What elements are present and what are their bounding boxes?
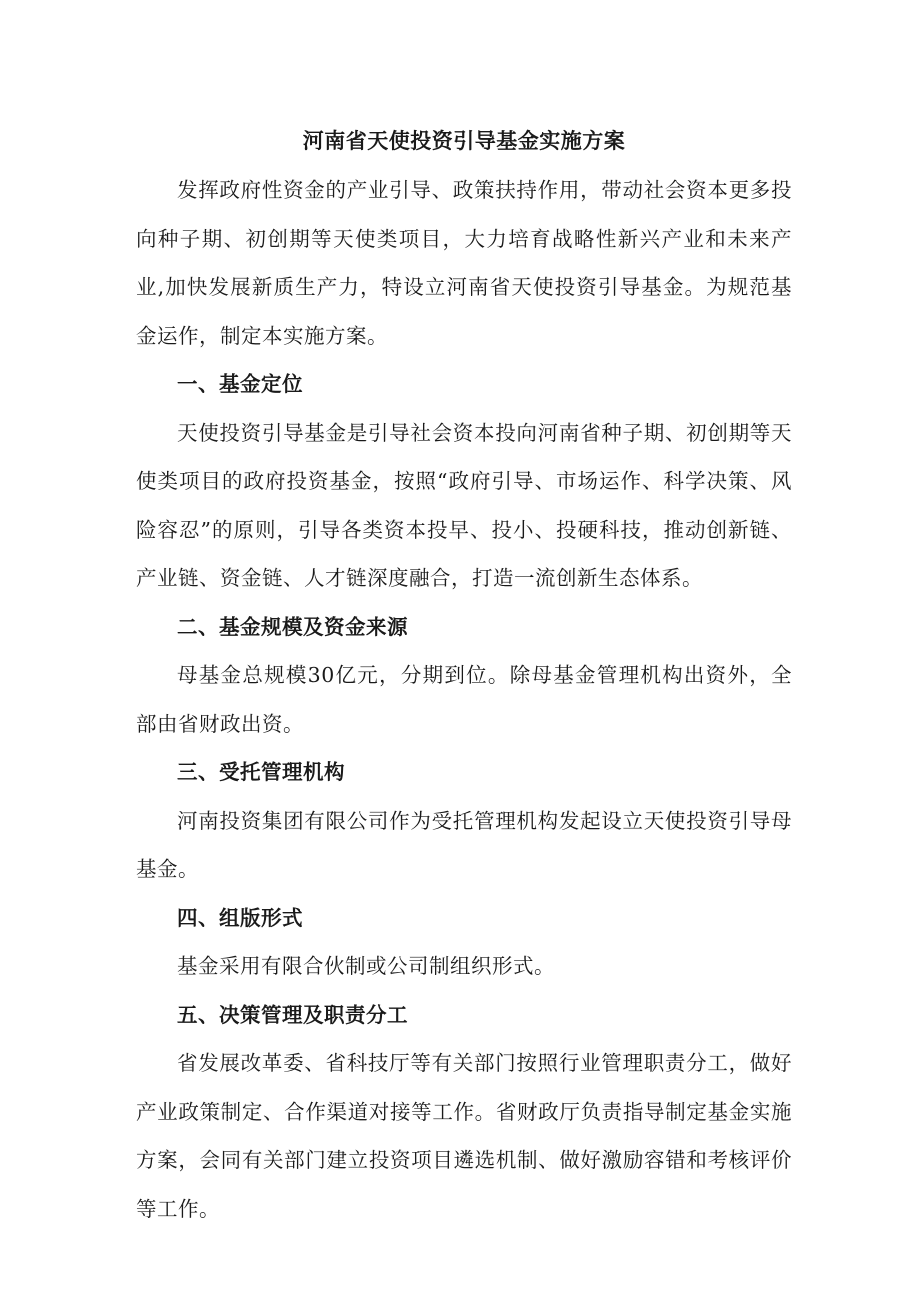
intro-paragraph: 发挥政府性资金的产业引导、政策扶持作用，带动社会资本更多投向种子期、初创期等天使类项目，大力培育战略性新兴产业和未来产业,加快发展新质生产力，特设立河南省天使投资引导基金。为规范基金运作，制定本实施方案。: [136, 178, 792, 348]
section-heading-governance: 五、决策管理及职责分工: [177, 1002, 408, 1027]
section-body-governance: 省发展改革委、省科技厅等有关部门按照行业管理职责分工，做好产业政策制定、合作渠道对接等工作。省财政厅负责指导制定基金实施方案，会同有关部门建立投资项目遴选机制、做好激励容错和考核评价等工作。: [136, 1051, 792, 1221]
section-heading-scale: 二、基金规模及资金来源: [177, 614, 408, 639]
section-body-form: 基金采用有限合伙制或公司制组织形式。: [177, 954, 555, 978]
section-heading-manager: 三、受托管理机构: [177, 760, 345, 784]
document-body: [136, 124, 792, 1233]
section-body-manager: 河南投资集团有限公司作为受托管理机构发起设立天使投资引导母基金。: [136, 808, 792, 881]
section-body-scale: 母基金总规模30亿元，分期到位。除母基金管理机构出资外，全部由省财政出资。: [136, 663, 792, 736]
section-body-positioning: 天使投资引导基金是引导社会资本投向河南省种子期、初创期等天使类项目的政府投资基金，按照“政府引导、市场运作、科学决策、风险容忍”的原则，引导各类资本投早、投小、投硬科技，推动创新链、产业链、资金链、人才链深度融合，打造一流创新生态体系。: [136, 420, 792, 590]
section-heading-form: 四、组版形式: [177, 905, 303, 930]
document-title: 河南省天使投资引导基金实施方案: [302, 129, 626, 153]
section-heading-positioning: 一、基金定位: [177, 372, 303, 396]
